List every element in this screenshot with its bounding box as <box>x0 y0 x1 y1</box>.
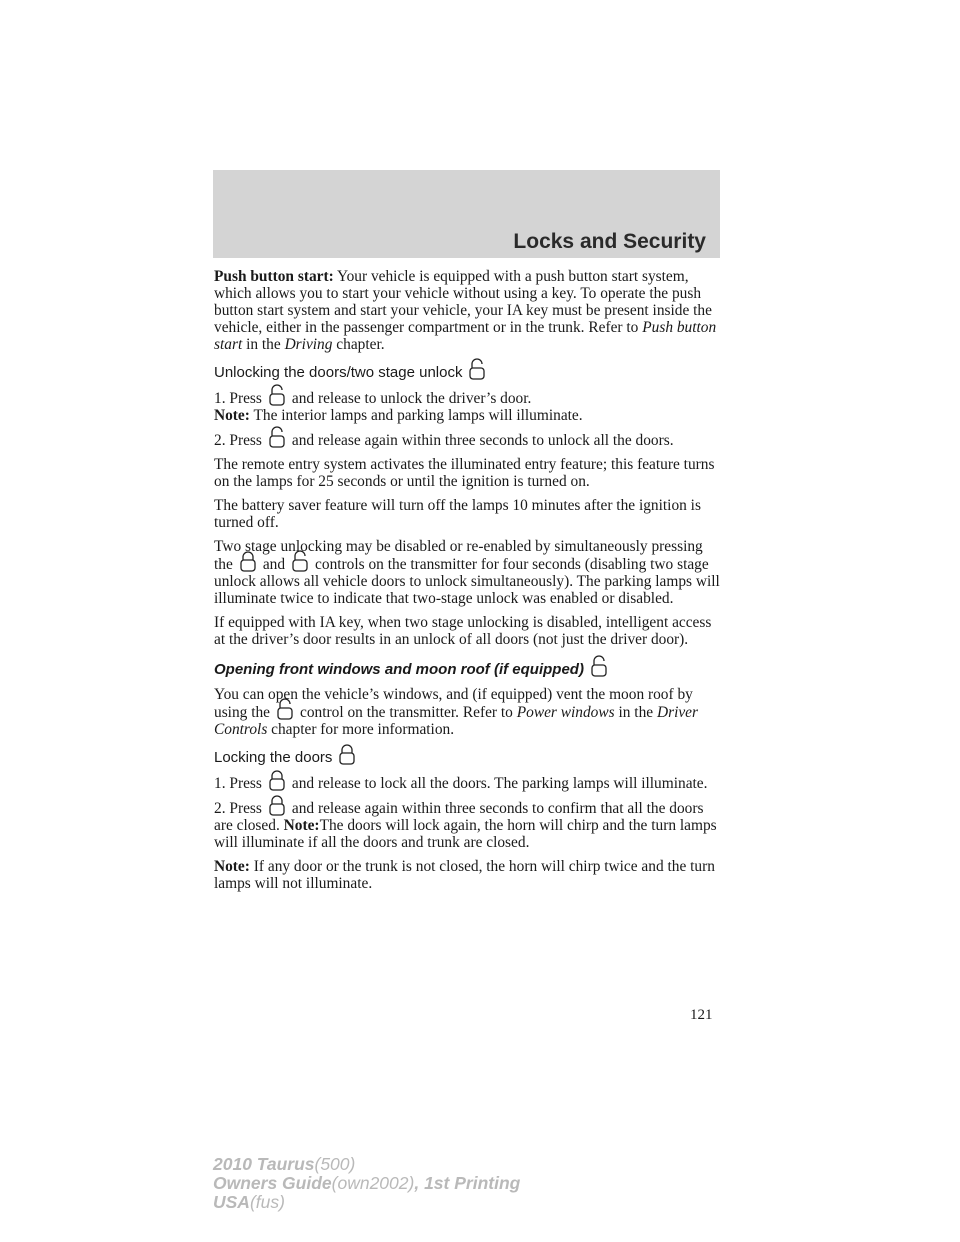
lock-heading: Locking the doors <box>214 748 724 766</box>
unlock-step-2: 2. Press and release again within three seconds to unlock all the doors. <box>214 431 724 449</box>
unlock-icon <box>584 656 614 676</box>
lock-icon <box>262 770 292 790</box>
illuminated-entry-paragraph: The remote entry system activates the illuminated entry feature; this feature turns on the lamps for 25 seconds or until the ignition is turned on. <box>214 456 715 490</box>
windows-paragraph: You can open the vehicle’s windows, and (if equipped) vent the moon roof by using the control on the transmitter. Refer to Power windows in the Driver Controls chapter for more information. <box>214 686 699 738</box>
unlock-icon <box>285 551 315 571</box>
unlock-heading: Unlocking the doors/two stage unlock <box>214 363 724 381</box>
footer-line-1: 2010 Taurus(500) <box>213 1154 356 1174</box>
lock-step-2: 2. Press and release again within three seconds to confirm that all the doors are closed. Note:The doors will lock again, the horn will chirp and the turn lamps will illuminate if all the doors and trunk are closed. <box>214 799 724 851</box>
lock-icon <box>233 551 263 571</box>
unlock-icon <box>262 385 292 405</box>
unlock-icon <box>270 699 300 719</box>
footer <box>213 1155 520 1212</box>
lock-icon <box>262 795 292 815</box>
ia-key-paragraph: If equipped with IA key, when two stage unlocking is disabled, intelligent access at the driver’s door results in an unlock of all doors (not just the driver door). <box>214 614 712 648</box>
lock-note: Note: If any door or the trunk is not closed, the horn will chirp twice and the turn lamps will not illuminate. <box>214 858 715 892</box>
two-stage-paragraph: Two stage unlocking may be disabled or re-enabled by simultaneously pressing the and controls on the transmitter for four seconds (disabling two stage unlock allows all vehicle doors to unlock simultaneously). The parking lamps will illuminate twice to indicate that two-stage unlock was enabled or disabled. <box>214 538 720 607</box>
battery-saver-paragraph: The battery saver feature will turn off the lamps 10 minutes after the ignition is turned off. <box>214 497 701 531</box>
lock-step-1: 1. Press and release to lock all the doors. The parking lamps will illuminate. <box>214 774 724 792</box>
unlock-step-1: 1. Press and release to unlock the driver’s door. Note: The interior lamps and parking lamps will illuminate. <box>214 389 724 424</box>
page-number: 121 <box>690 1007 713 1023</box>
push-button-label: Push button start: <box>214 268 334 285</box>
windows-heading: Opening front windows and moon roof (if equipped) <box>214 660 724 678</box>
section-title: Locks and Security <box>513 230 706 253</box>
unlock-icon <box>262 427 292 447</box>
page-content <box>214 268 724 899</box>
lock-icon <box>332 744 362 764</box>
unlock-icon <box>462 359 492 379</box>
footer-line-2: Owners Guide(own2002), 1st Printing <box>213 1173 521 1193</box>
push-button-paragraph: Push button start: Your vehicle is equipped with a push button start system, which allows you to start your vehicle without using a key. To operate the push button start system and start your vehicle, your IA key must be present inside the vehicle, either in the passenger compartment or in the trunk. Refer to Push button start in the Driving chapter. <box>214 268 717 353</box>
header-band <box>213 170 720 258</box>
footer-line-3: USA(fus) <box>213 1192 285 1212</box>
